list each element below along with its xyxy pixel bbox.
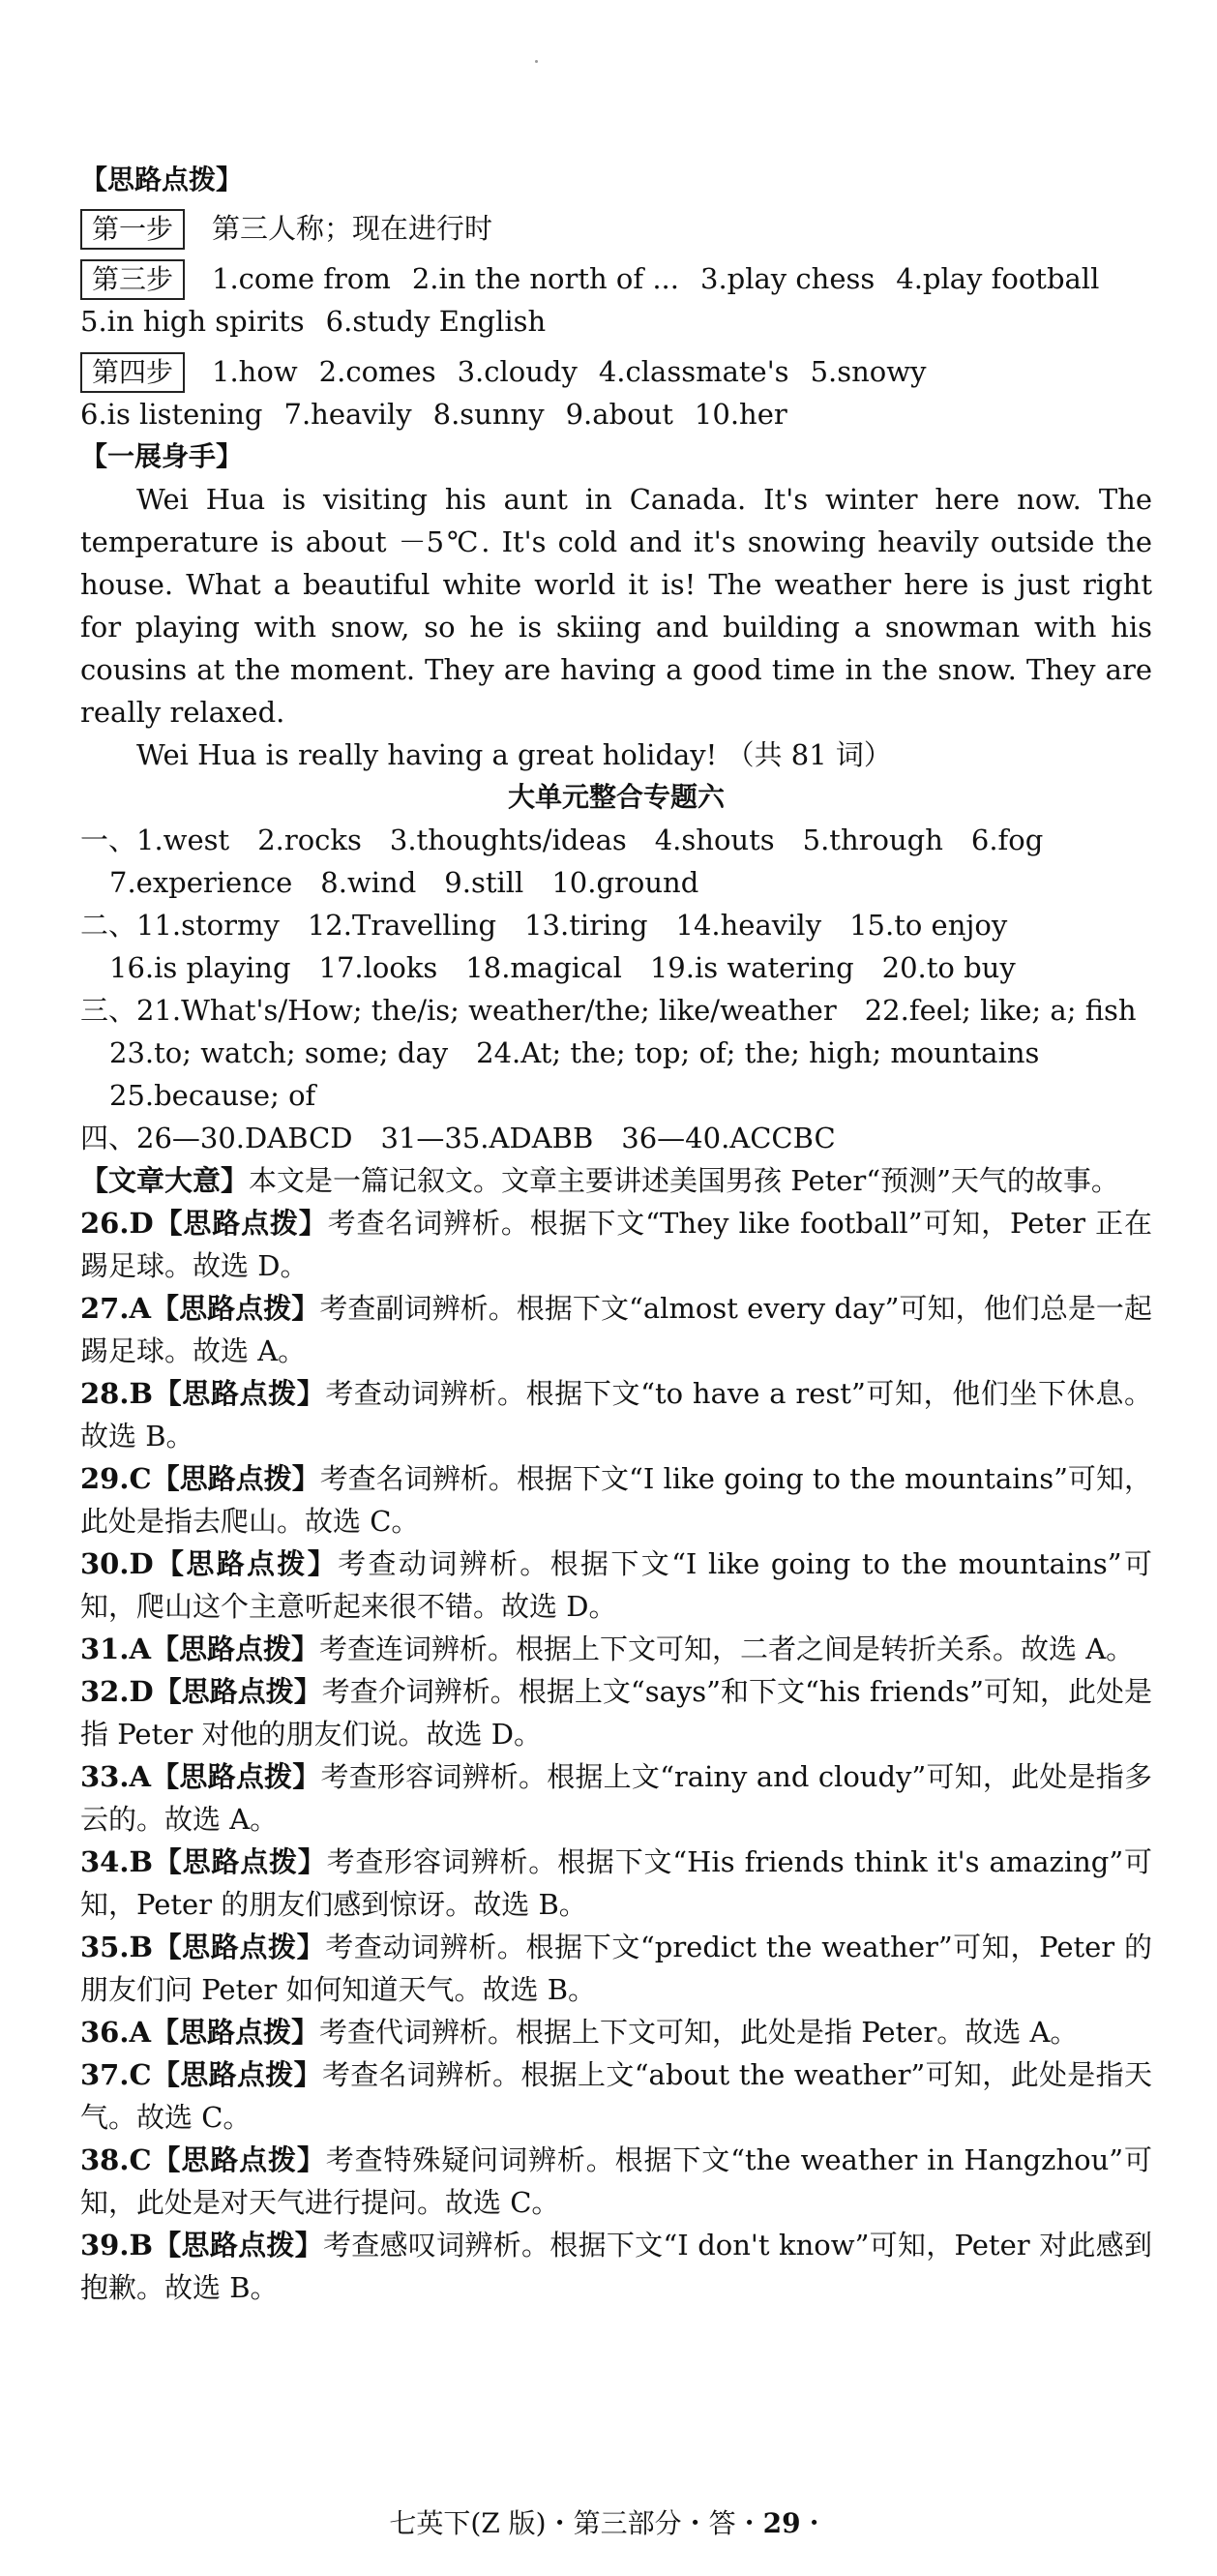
explanation-item [80,1628,1152,1670]
explanation-tag: 【思路点拨】 [152,1845,327,1878]
explanation-tag: 【思路点拨】 [152,1377,326,1410]
explanation-number: 38.C [80,2143,152,2176]
explanation-text: 考查感叹词辨析。根据下文“I don't know”可知，Peter 对此感到抱歉。故选 B。 [80,2229,1152,2304]
summary-text: 本文是一篇记叙文。文章主要讲述美国男孩 Peter“预测”天气的故事。 [249,1164,1119,1197]
step4-item: 10.her [694,398,787,431]
explanation-number: 39.B [80,2229,153,2261]
explanation-tag: 【思路点拨】 [151,2058,322,2091]
explanation-text: 考查代词辨析。根据上下文可知，此处是指 Peter。故选 A。 [318,2016,1079,2049]
explanation-tag: 【思路点拨】 [151,2143,326,2176]
explanation-item [80,1287,1152,1372]
essay-paragraph: Wei Hua is visiting his aunt in Canada. It's winter here now. The temperature is about －5℃. It's cold and it's snowing heavily outside the house. What a beautiful white world it is! The weather here is just right for playing with snow, so he is skiing and building a snowman with his cousins at the moment. They are having a good time in the snow. They are really relaxed. [80,483,1152,729]
explanation-text: 考查名词辨析。根据下文“They like football”可知，Peter 正在踢足球。故选 D。 [80,1207,1152,1282]
explanation-text: 考查连词辨析。根据上下文可知，二者之间是转折关系。故选 A。 [318,1632,1135,1665]
explanation-number: 30.D [80,1547,154,1580]
explanation-item [80,1670,1152,1755]
step1-label: 第一步 [80,209,185,250]
answer-row: 23.to; watch; some; day 24.At; the; top; of; the; high; mountains [109,1036,1040,1069]
page-number: 29 [762,2507,801,2539]
explanation-text: 考查动词辨析。根据下文“I like going to the mountains”可知，爬山这个主意听起来很不错。故选 D。 [80,1547,1152,1623]
explanation-number: 29.C [80,1462,152,1495]
step4-row [80,350,1152,393]
explanation-item [80,1543,1152,1628]
explanation-item [80,2053,1152,2139]
explanation-tag: 【思路点拨】 [150,1292,320,1325]
explanation-tag: 【思路点拨】 [150,1760,321,1793]
footer-text: 七英下(Z 版)・第三部分・答・ [389,2507,763,2539]
step3-item: 5.in high spirits [80,305,305,338]
explanation-item [80,1202,1152,1287]
page-content [80,164,1152,2309]
explanation-tag: 【思路点拨】 [153,1675,322,1708]
explanation-text: 考查形容词辨析。根据上文“rainy and cloudy”可知，此处是指多云的。故选 A。 [80,1760,1152,1836]
step3-label: 第三步 [80,259,185,300]
scan-dot [535,60,538,63]
explanation-text: 考查介词辨析。根据上文“says”和下文“his friends”可知，此处是指 Peter 对他的朋友们说。故选 D。 [80,1675,1152,1751]
explanation-tag: 【思路点拨】 [152,1931,326,1963]
step4-item: 5.snowy [810,355,927,388]
answer-row: 25.because; of [109,1079,316,1112]
explanation-number: 37.C [80,2058,152,2091]
step4-row-cont [80,393,1152,435]
step4-item: 1.how [212,355,298,388]
step1-text: 第三人称；现在进行时 [212,212,493,245]
section-heading-thinking: 【思路点拨】 [80,164,244,195]
explanation-tag: 【思路点拨】 [153,1207,328,1240]
explanation-number: 36.A [80,2016,151,2049]
section-heading-practice: 【一展身手】 [80,440,244,472]
explanation-item [80,1841,1152,1926]
step4-item: 8.sunny [432,398,545,431]
explanation-number: 28.B [80,1377,153,1410]
answer-row: 四、26—30.DABCD 31—35.ADABB 36—40.ACCBC [80,1122,836,1154]
step3-row [80,257,1152,300]
explanation-tag: 【思路点拨】 [151,1462,320,1495]
explanation-tag: 【思路点拨】 [150,1632,319,1665]
step4-item: 3.cloudy [457,355,578,388]
explanation-text: 考查名词辨析。根据上文“about the weather”可知，此处是指天气。故选 C。 [80,2058,1152,2134]
step3-row-cont [80,300,1152,343]
explanation-tag: 【思路点拨】 [153,1547,339,1580]
unit-title: 大单元整合专题六 [507,781,725,813]
answer-row: 二、11.stormy 12.Travelling 13.tiring 14.heavily 15.to enjoy [80,909,1008,942]
step4-item: 7.heavily [283,398,412,431]
explanation-item [80,1372,1152,1457]
explanation-item [80,1926,1152,2011]
step4-item: 9.about [565,398,673,431]
footer-end: ・ [800,2507,828,2539]
answer-explanations [80,1202,1152,2309]
explanation-number: 35.B [80,1931,153,1963]
answer-row: 16.is playing 17.looks 18.magical 19.is watering 20.to buy [109,951,1016,984]
step3-item: 3.play chess [700,262,876,295]
explanation-tag: 【思路点拨】 [150,2016,319,2049]
step4-item: 6.is listening [80,398,263,431]
explanation-number: 33.A [80,1760,151,1793]
step1-row [80,207,1152,250]
explanation-text: 考查特殊疑问词辨析。根据下文“the weather in Hangzhou”可知，此处是对天气进行提问。故选 C。 [80,2143,1152,2219]
essay-closing: Wei Hua is really having a great holiday! （共 81 词） [136,738,892,771]
answer-row: 7.experience 8.wind 9.still 10.ground [109,866,699,899]
summary-tag: 【文章大意】 [80,1164,250,1197]
explanation-number: 32.D [80,1675,154,1708]
explanation-number: 26.D [80,1207,154,1240]
explanation-text: 考查形容词辨析。根据下文“His friends think it's amazing”可知，Peter 的朋友们感到惊讶。故选 B。 [80,1845,1152,1921]
explanation-item [80,1457,1152,1543]
step4-label: 第四步 [80,352,185,393]
explanation-item [80,2011,1152,2053]
answer-row: 三、21.What's/How; the/is; weather/the; like/weather 22.feel; like; a; fish [80,994,1137,1027]
explanation-text: 考查动词辨析。根据下文“predict the weather”可知，Peter 的朋友们问 Peter 如何知道天气。故选 B。 [80,1931,1152,2006]
explanation-item [80,2224,1152,2309]
explanation-text: 考查副词辨析。根据下文“almost every day”可知，他们总是一起踢足球。故选 A。 [80,1292,1152,1367]
step4-item: 4.classmate's [598,355,789,388]
answer-row: 一、1.west 2.rocks 3.thoughts/ideas 4.shouts 5.through 6.fog [80,824,1044,856]
step3-item: 4.play football [896,262,1100,295]
explanation-item [80,2139,1152,2224]
explanation-number: 27.A [80,1292,151,1325]
explanation-text: 考查名词辨析。根据下文“I like going to the mountains”可知，此处是指去爬山。故选 C。 [80,1462,1152,1538]
explanation-number: 34.B [80,1845,153,1878]
explanation-tag: 【思路点拨】 [152,2229,323,2261]
step3-item: 2.in the north of ... [411,262,679,295]
explanation-text: 考查动词辨析。根据下文“to have a rest”可知，他们坐下休息。故选 B。 [80,1377,1152,1453]
step3-item: 1.come from [212,262,391,295]
step3-item: 6.study English [325,305,547,338]
step4-item: 2.comes [318,355,436,388]
explanation-number: 31.A [80,1632,151,1665]
page-footer [0,2502,1217,2545]
article-summary [80,1159,1152,1202]
explanation-item [80,1755,1152,1841]
